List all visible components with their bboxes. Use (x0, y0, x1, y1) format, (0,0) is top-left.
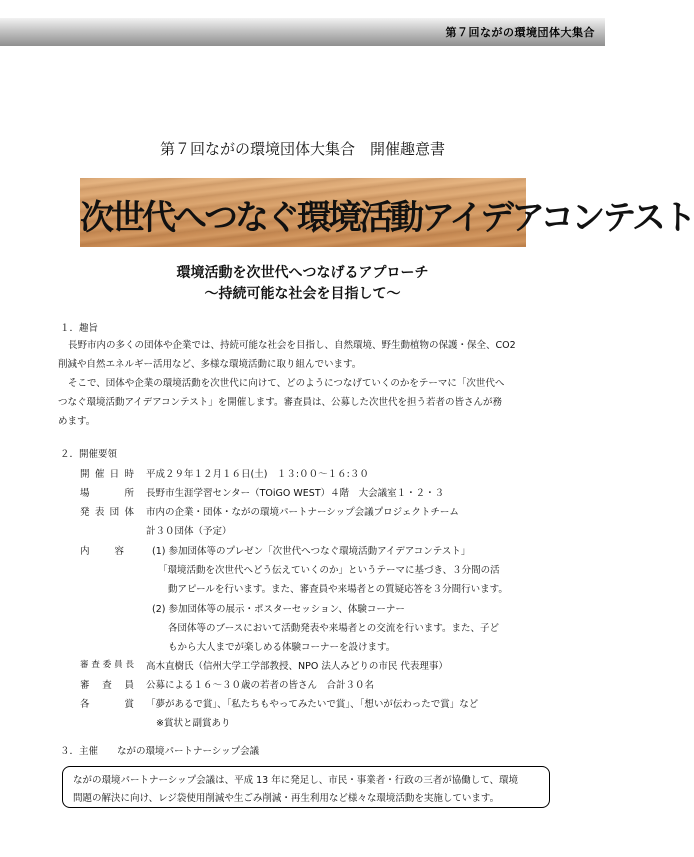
organizers-label: 発 表 団 体 (80, 507, 134, 518)
section2-heading: ２．開催要領 (60, 449, 118, 460)
judges-value: 公募による１６～３０歳の若者の皆さん 合計３０名 (146, 680, 375, 691)
section3-heading: ３．主催 ながの環境パートナーシップ会議 (60, 746, 260, 757)
organizers-count: 計３０団体（予定） (146, 526, 232, 537)
section1-para2-line2: つなぐ環境活動アイデアコンテスト」を開催します。審査員は、公募した次世代を担う若者の皆さんが務 (58, 397, 503, 408)
subtitle-line1: 環境活動を次世代へつなげるアプローチ (176, 265, 429, 281)
organizer-info-line2: 問題の解決に向け、レジ袋使用削減や生ごみ削減・再生利用など様々な環境活動を実施しています。 (73, 793, 500, 804)
section1-para2-line3: めます。 (58, 416, 96, 427)
subtitle-line2: ～持続可能な社会を目指して～ (204, 286, 401, 302)
organizers-value: 市内の企業・団体・ながの環境パートナーシップ会議プロジェクトチーム (146, 507, 459, 518)
content-item2-line3: もから大人までが楽しめる体験コーナーを設けます。 (168, 642, 396, 653)
content-item2-line1: (2) 参加団体等の展示・ポスターセッション、体験コーナー (152, 604, 405, 615)
section1-para2-line1: そこで、団体や企業の環境活動を次世代に向けて、どのようにつなげていくのかをテーマに「次世代へ (68, 378, 505, 389)
content-label: 内 容 (80, 546, 124, 557)
banner-text: 次世代へつなぐ環境活動アイデアコンテスト (80, 198, 694, 238)
section1-para1-line2: 削減や自然エネルギー活用など、多様な環境活動に取り組んでいます。 (58, 359, 362, 370)
content-item1-line1: (1) 参加団体等のプレゼン「次世代へつなぐ環境活動アイデアコンテスト」 (152, 546, 471, 557)
section1-para1-line1: 長野市内の多くの団体や企業では、持続可能な社会を目指し、自然環境、野生動植物の保護・保全、CO2 (68, 340, 516, 351)
content-item1-line2: 「環境活動を次世代へどう伝えていくのか」というテーマに基づき、３分間の活 (158, 565, 500, 576)
section1-body (58, 336, 568, 431)
header-title: 第７回ながの環境団体大集合 (445, 26, 595, 39)
content-item2-line2: 各団体等のブースにおいて活動発表や来場者との交流を行います。また、子ど (168, 623, 499, 634)
venue-label: 場 所 (80, 488, 134, 499)
content-item1-line3: 動アピールを行います。また、審査員や来場者との質疑応答を３分間行います。 (168, 584, 508, 595)
datetime-value: 平成２９年１２月１６日(土) １３:００～１６:３０ (146, 469, 369, 480)
venue-value: 長野市生涯学習センター（TOiGO WEST）４階 大会議室１・２・３ (146, 488, 445, 499)
document-title: 第７回ながの環境団体大集合 開催趣意書 (159, 140, 445, 158)
contest-banner (80, 178, 694, 247)
chair-label: 審 査 委 員 長 (80, 660, 134, 670)
judges-label: 審 査 員 (80, 680, 134, 691)
chair-value: 高木直樹氏（信州大学工学部教授、NPO 法人みどりの市民 代表理事） (146, 661, 448, 672)
organizer-info-box (62, 766, 550, 808)
datetime-label: 開 催 日 時 (80, 469, 134, 480)
organizer-info-line1: ながの環境パートナーシップ会議は、平成 13 年に発足し、市民・事業者・行政の三者が協働して、環境 (73, 775, 519, 786)
header-bar (0, 18, 605, 46)
awards-label: 各 賞 (80, 699, 134, 710)
section1-heading: １．趣旨 (60, 323, 99, 334)
awards-note: ※賞状と副賞あり (156, 718, 231, 729)
awards-value: 「夢があるで賞」、「私たちもやってみたいで賞」、「想いが伝わったで賞」など (146, 699, 479, 710)
